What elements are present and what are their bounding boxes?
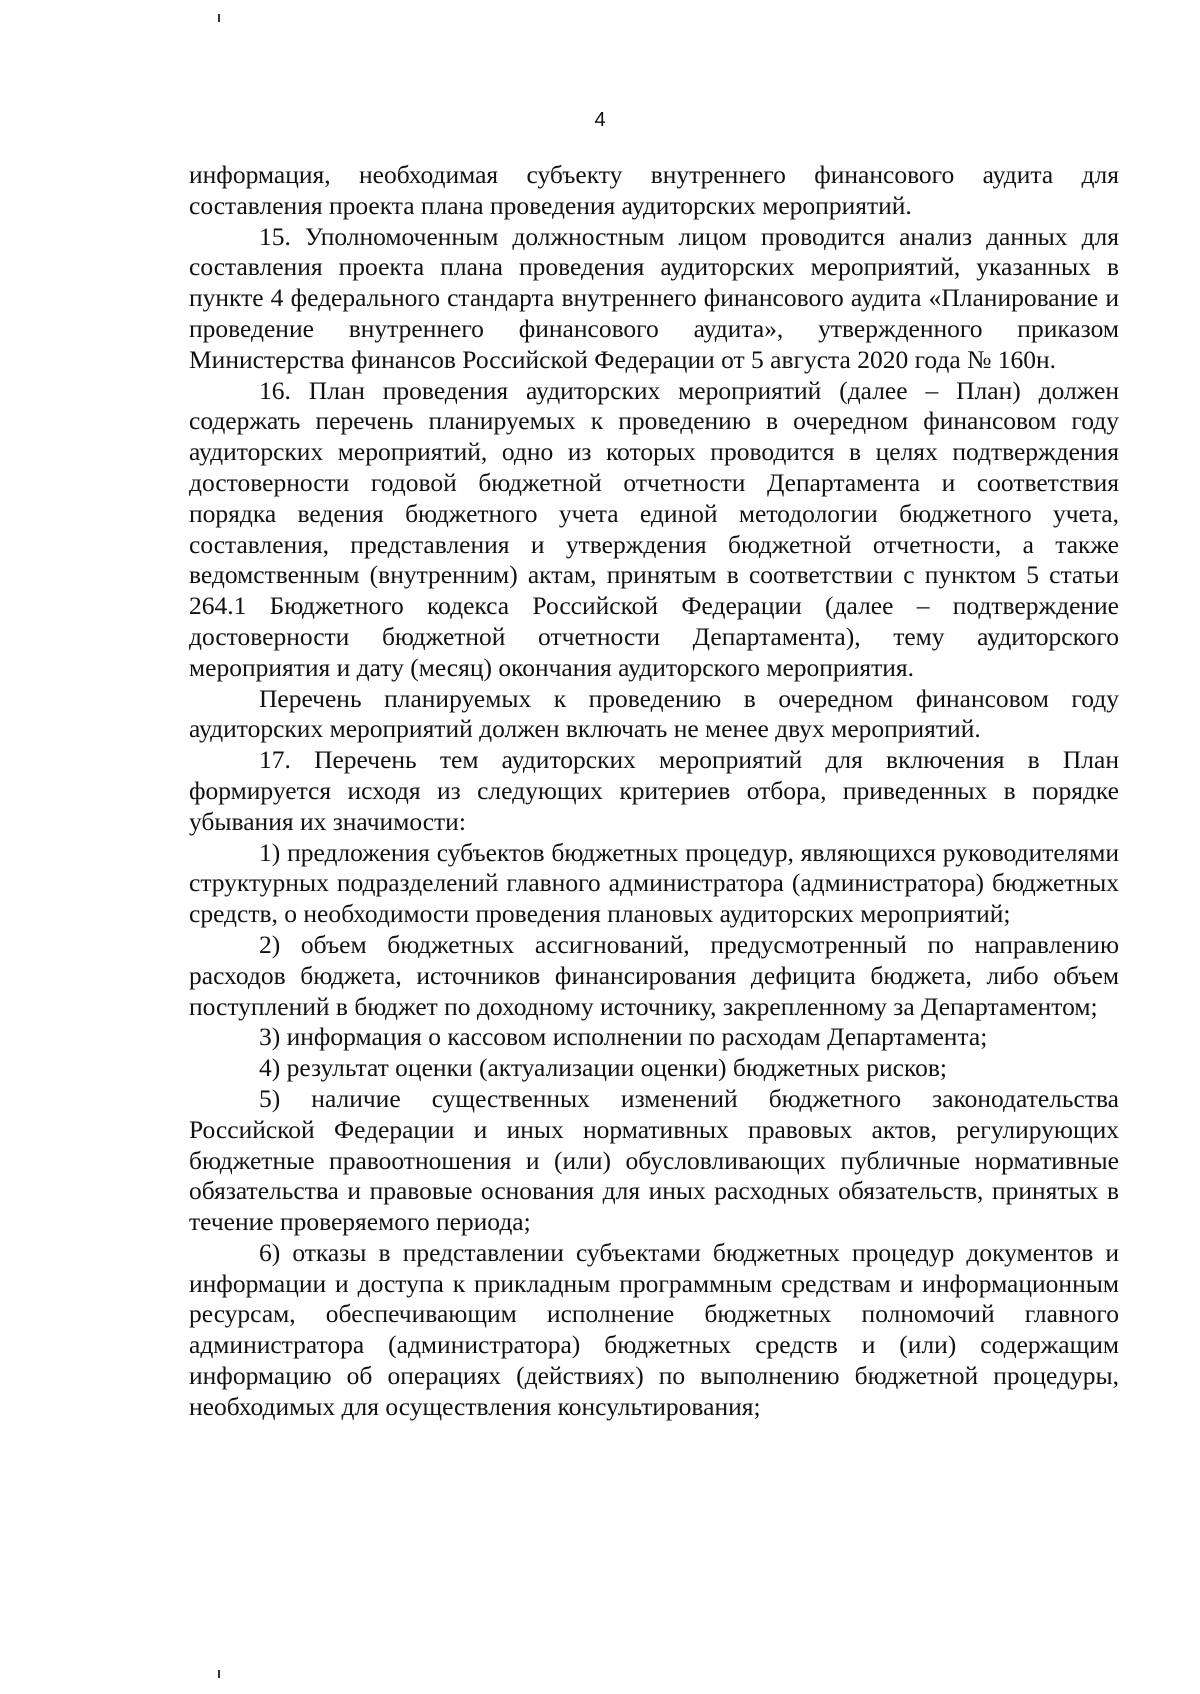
criterion-3: 3) информация о кассовом исполнении по расходам Департамента; bbox=[259, 1022, 988, 1052]
paragraph-16: 16. План проведения аудиторских мероприятий (далее – План) должен содержать перечень планируемых к проведению в очередном финансовом году аудиторских мероприятий, одно из которых проводится в целях подтверждения достоверности годовой бюджетной отчетности Департамента и соответствия порядка ведения бюджетного учета единой методологии бюджетного учета, составления, представления и утверждения бюджетной отчетности, а также ведомственным (внутренним) актам, принятым в соответствии с пунктом 5 статьи 264.1 Бюджетного кодекса Российской Федерации (далее – подтверждение достоверности бюджетной отчетности Департамента), тему аудиторского мероприятия и дату (месяц) окончания аудиторского мероприятия. bbox=[189, 375, 1119, 682]
page-number: 4 bbox=[594, 109, 606, 131]
criterion-1: 1) предложения субъектов бюджетных процедур, являющихся руководителями структурных подразделений главного администратора (администратора) бюджетных средств, о необходимости проведения плановых аудиторских мероприятий; bbox=[189, 837, 1119, 929]
criterion-6: 6) отказы в представлении субъектами бюджетных процедур документов и информации и доступа к прикладным программным средствам и информационным ресурсам, обеспечивающим исполнение бюджетных полномочий главного администратора (администратора) бюджетных средств и (или) содержащим информацию об операциях (действиях) по выполнению бюджетной процедуры, необходимых для осуществления консультирования; bbox=[189, 1237, 1119, 1421]
criterion-5: 5) наличие существенных изменений бюджетного законодательства Российской Федерации и иных нормативных правовых актов, регулирующих бюджетные правоотношения и (или) обусловливающих публичные нормативные обязательства и правовые основания для иных расходных обязательств, принятых в течение проверяемого периода; bbox=[189, 1083, 1119, 1237]
scan-mark-bottom bbox=[218, 1670, 220, 1678]
paragraph-15: 15. Уполномоченным должностным лицом проводится анализ данных для составления проекта плана проведения аудиторских мероприятий, указанных в пункте 4 федерального стандарта внутреннего финансового аудита «Планирование и проведение внутреннего финансового аудита», утвержденного приказом Министерства финансов Российской Федерации от 5 августа 2020 года № 160н. bbox=[189, 221, 1119, 374]
paragraph-continuation: информация, необходимая субъекту внутреннего финансового аудита для составления проекта плана проведения аудиторских мероприятий. bbox=[189, 160, 1119, 220]
document-body bbox=[189, 160, 1119, 1423]
paragraph-17: 17. Перечень тем аудиторских мероприятий для включения в План формируется исходя из следующих критериев отбора, приведенных в порядке убывания их значимости: bbox=[189, 745, 1119, 836]
criterion-4: 4) результат оценки (актуализации оценки) бюджетных рисков; bbox=[259, 1053, 947, 1083]
paragraph-16-list-requirement: Перечень планируемых к проведению в очередном финансовом году аудиторских мероприятий должен включать не менее двух мероприятий. bbox=[189, 683, 1119, 744]
scan-mark-top bbox=[218, 14, 220, 22]
criterion-2: 2) объем бюджетных ассигнований, предусмотренный по направлению расходов бюджета, источников финансирования дефицита бюджета, либо объем поступлений в бюджет по доходному источнику, закрепленному за Департаментом; bbox=[189, 929, 1119, 1021]
